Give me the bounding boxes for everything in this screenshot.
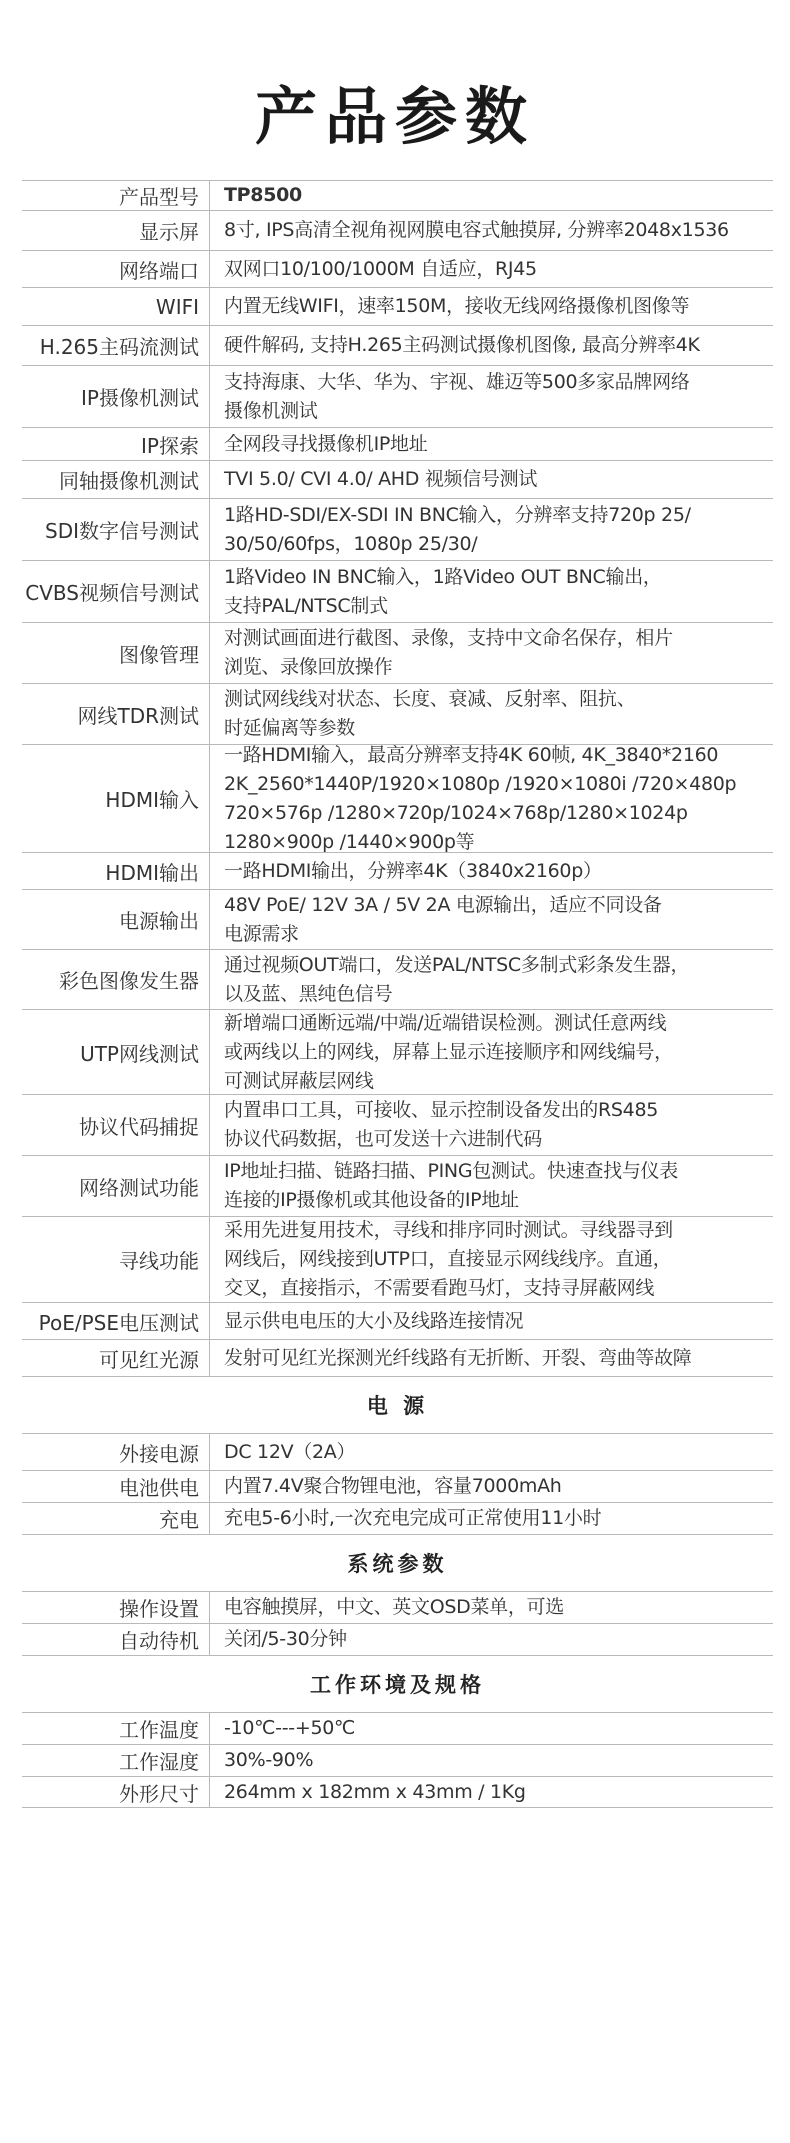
spec-label: WIFI [22, 288, 210, 325]
spec-row [22, 1502, 773, 1534]
spec-row [22, 1744, 773, 1776]
spec-label: PoE/PSE电压测试 [22, 1303, 210, 1339]
spec-value: 内置7.4V聚合物锂电池，容量7000mAh [224, 1475, 562, 1497]
section-heading: 工作环境及规格 [22, 1655, 773, 1712]
spec-row [22, 1433, 773, 1470]
spec-value: 一路HDMI输出，分辨率4K（3840x2160p） [224, 859, 602, 882]
spec-label: H.265主码流测试 [22, 326, 210, 365]
spec-label: 网线TDR测试 [22, 684, 210, 744]
spec-label: 电池供电 [22, 1471, 210, 1502]
spec-row [22, 1302, 773, 1339]
spec-row [22, 683, 773, 744]
spec-value: -10℃---+50℃ [224, 1717, 356, 1739]
spec-value: 测试网线线对状态、长度、衰减、反射率、阻抗、 时延偏离等参数 [224, 688, 636, 739]
spec-value: 硬件解码, 支持H.265主码测试摄像机图像, 最高分辨率4K [224, 334, 700, 356]
spec-value: TP8500 [224, 184, 302, 206]
spec-value: IP地址扫描、链路扫描、PING包测试。快速查找与仪表 连接的IP摄像机或其他设备的IP地址 [224, 1160, 678, 1211]
spec-row [22, 180, 773, 210]
spec-label: HDMI输出 [22, 853, 210, 889]
spec-value: DC 12V（2A） [224, 1440, 356, 1463]
spec-value: 发射可见红光探测光纤线路有无折断、开裂、弯曲等故障 [224, 1346, 692, 1369]
spec-label: IP探索 [22, 428, 210, 460]
spec-label: 外形尺寸 [22, 1777, 210, 1807]
spec-label: 显示屏 [22, 211, 210, 250]
spec-label: IP摄像机测试 [22, 366, 210, 427]
spec-row [22, 744, 773, 852]
spec-row [22, 852, 773, 889]
spec-label: 同轴摄像机测试 [22, 461, 210, 498]
spec-row [22, 1623, 773, 1655]
spec-value: 内置串口工具，可接收、显示控制设备发出的RS485 协议代码数据，也可发送十六进制代码 [224, 1099, 659, 1150]
spec-row [22, 1216, 773, 1302]
spec-label: SDI数字信号测试 [22, 499, 210, 560]
spec-value: 30%-90% [224, 1749, 314, 1771]
spec-label: 可见红光源 [22, 1340, 210, 1376]
spec-row [22, 365, 773, 427]
spec-label: 协议代码捕捉 [22, 1095, 210, 1155]
spec-label: 电源输出 [22, 890, 210, 949]
spec-row [22, 498, 773, 560]
spec-row [22, 1470, 773, 1502]
spec-row [22, 427, 773, 460]
spec-row [22, 1009, 773, 1094]
spec-value: 双网口10/100/1000M 自适应，RJ45 [224, 257, 537, 280]
spec-value: 一路HDMI输入，最高分辨率支持4K 60帧, 4K_3840*2160 2K_2560*1440P/1920×1080p /1920×1080i /720×480p 720×576p /1280×720p/1024×768p/1280×1024p 1280×900p /1440×900p等 [224, 743, 737, 853]
spec-table [22, 180, 773, 1808]
spec-row [22, 622, 773, 683]
spec-value: 对测试画面进行截图、录像，支持中文命名保存，相片 浏览、录像回放操作 [224, 627, 673, 678]
spec-label: UTP网线测试 [22, 1010, 210, 1094]
spec-label: 网络端口 [22, 251, 210, 287]
spec-value: 电容触摸屏，中文、英文OSD菜单，可选 [224, 1596, 564, 1618]
spec-row [22, 1094, 773, 1155]
spec-row [22, 250, 773, 287]
spec-value: 1路Video IN BNC输入，1路Video OUT BNC输出， 支持PAL/NTSC制式 [224, 565, 662, 617]
spec-label: HDMI输入 [22, 745, 210, 852]
spec-row [22, 287, 773, 325]
spec-label: 产品型号 [22, 181, 210, 210]
spec-value: 采用先进复用技术，寻线和排序同时测试。寻线器寻到 网线后，网线接到UTP口，直接显示网线线序。直通， 交叉，直接指示，不需要看跑马灯，支持寻屏蔽网线 [224, 1219, 673, 1299]
section-heading: 系统参数 [22, 1534, 773, 1591]
spec-row [22, 1776, 773, 1808]
spec-row [22, 460, 773, 498]
spec-row [22, 949, 773, 1009]
spec-value: 264mm x 182mm x 43mm / 1Kg [224, 1780, 526, 1803]
spec-label: 彩色图像发生器 [22, 950, 210, 1009]
spec-value: 充电5-6小时,一次充电完成可正常使用11小时 [224, 1507, 602, 1529]
spec-value: 全网段寻找摄像机IP地址 [224, 432, 428, 455]
spec-value: 48V PoE/ 12V 3A / 5V 2A 电源输出，适应不同设备 电源需求 [224, 893, 662, 945]
spec-row [22, 325, 773, 365]
spec-value: 支持海康、大华、华为、宇视、雄迈等500多家品牌网络 摄像机测试 [224, 370, 690, 422]
spec-label: 寻线功能 [22, 1217, 210, 1302]
spec-row [22, 560, 773, 622]
spec-row [22, 1339, 773, 1376]
spec-value: 新增端口通断远端/中端/近端错误检测。测试任意两线 或两线以上的网线，屏幕上显示连接顺序和网线编号， 可测试屏蔽层网线 [224, 1011, 673, 1092]
spec-label: 操作设置 [22, 1592, 210, 1623]
spec-row [22, 210, 773, 250]
spec-label: 充电 [22, 1503, 210, 1534]
spec-label: 自动待机 [22, 1624, 210, 1655]
spec-value: 通过视频OUT端口，发送PAL/NTSC多制式彩条发生器， 以及蓝、黑纯色信号 [224, 953, 690, 1005]
spec-value: 8寸, IPS高清全视角视网膜电容式触摸屏, 分辨率2048x1536 [224, 219, 729, 241]
spec-row [22, 1712, 773, 1744]
spec-value: 1路HD-SDI/EX-SDI IN BNC输入，分辨率支持720p 25/ 30/50/60fps，1080p 25/30/ [224, 503, 691, 555]
section-heading: 电 源 [22, 1376, 773, 1433]
spec-label: 外接电源 [22, 1434, 210, 1470]
spec-row [22, 1591, 773, 1623]
spec-value: 显示供电电压的大小及线路连接情况 [224, 1309, 524, 1332]
spec-label: 工作湿度 [22, 1745, 210, 1776]
spec-label: 工作温度 [22, 1713, 210, 1744]
spec-value: TVI 5.0/ CVI 4.0/ AHD 视频信号测试 [224, 468, 538, 490]
spec-value: 内置无线WIFI，速率150M，接收无线网络摄像机图像等 [224, 295, 690, 317]
spec-value: 关闭/5-30分钟 [224, 1628, 347, 1650]
spec-label: CVBS视频信号测试 [22, 561, 210, 622]
spec-label: 图像管理 [22, 623, 210, 683]
page-title: 产品参数 [254, 80, 535, 153]
spec-row [22, 889, 773, 949]
spec-row [22, 1155, 773, 1216]
spec-label: 网络测试功能 [22, 1156, 210, 1216]
